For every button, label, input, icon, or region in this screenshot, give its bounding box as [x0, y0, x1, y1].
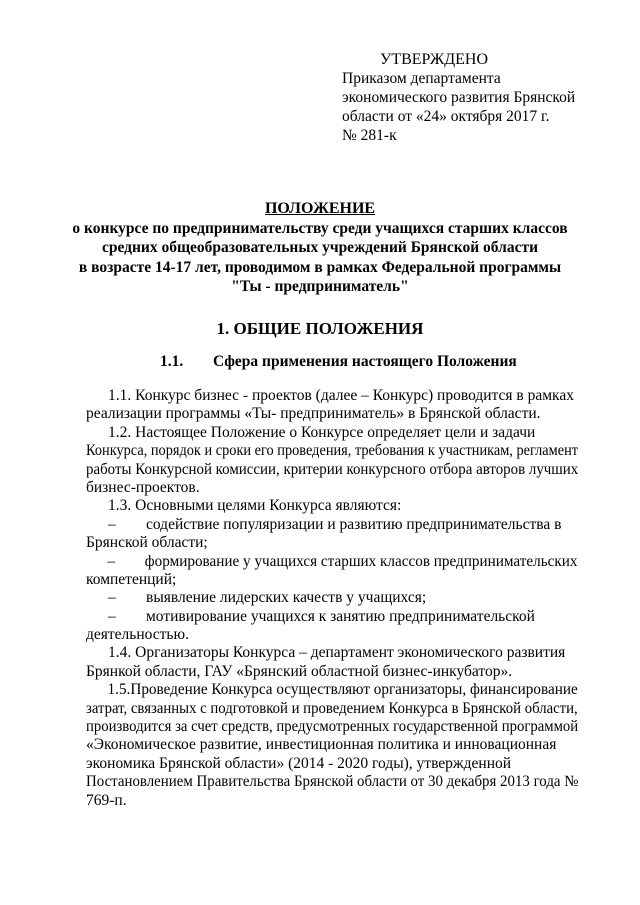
- dash-mark: –: [108, 589, 116, 607]
- paragraph-4-line-1: 1.4. Организаторы Конкурса – департамент экономического развития: [108, 644, 566, 662]
- paragraph-2-line-3: работы Конкурсной комиссии, критерии конкурсного отбора авторов лучших: [86, 460, 579, 478]
- bullet-3-text: выявление лидерских качеств у учащихся;: [146, 589, 427, 607]
- bullet-2-text: формирование у учащихся старших классов предпринимательских: [144, 552, 578, 570]
- paragraph-2-line-4: бизнес-проектов.: [86, 478, 200, 496]
- paragraph-5-line-3: производится за счет средств, предусмотренных государственной программой: [86, 718, 579, 736]
- paragraph-5-line-4: «Экономическое развитие, инвестиционная политика и инновационная: [86, 736, 557, 754]
- paragraph-5-line-6: Постановлением Правительства Брянской области от 30 декабря 2013 года №: [86, 773, 579, 791]
- bullet-2: [86, 552, 578, 571]
- approval-block: [342, 50, 612, 145]
- approval-line-2: экономического развития Брянской: [342, 89, 576, 106]
- bullet-4-line-2: деятельностью.: [86, 626, 189, 644]
- paragraph-5-line-2: затрат, связанных с подготовкой и проведением Конкурса в Брянской области,: [86, 699, 578, 717]
- bullet-1-text: содействие популяризации и развитию предпринимательства в: [146, 515, 562, 533]
- body-text: [86, 387, 578, 810]
- bullet-4-text: мотивирование учащихся к занятию предпринимательской: [146, 607, 535, 625]
- paragraph-2-line-1: 1.2. Настоящее Положение о Конкурсе определяет цели и задачи: [108, 423, 536, 441]
- title-block: [60, 199, 580, 297]
- title-line-4: "Ты - предприниматель": [231, 278, 409, 295]
- bullet-4: [86, 608, 578, 626]
- section-heading: 1. ОБЩИЕ ПОЛОЖЕНИЯ: [216, 319, 424, 338]
- subsection-number: 1.1.: [160, 353, 184, 370]
- bullet-2-line-2: компетенций;: [86, 570, 177, 588]
- paragraph-3-line-1: 1.3. Основными целями Конкурса являются:: [108, 497, 402, 515]
- document-title: ПОЛОЖЕНИЕ: [264, 200, 376, 217]
- approval-line-4: № 281-к: [342, 127, 397, 144]
- dash-mark: –: [108, 515, 116, 533]
- paragraph-1-line-2: реализации программы «Ты- предприниматель» в Брянской области.: [86, 405, 541, 423]
- dash-mark: –: [107, 552, 116, 570]
- paragraph-2-line-2: Конкурса, порядок и сроки его проведения, требования к участникам, регламент: [86, 442, 579, 460]
- bullet-1: [86, 516, 578, 534]
- subsection-title: Сфера применения настоящего Положения: [213, 353, 517, 370]
- approval-line-3: области от «24» октября 2017 г.: [342, 108, 550, 125]
- paragraph-5-line-5: экономика Брянской области» (2014 - 2020 годы), утвержденной: [86, 754, 512, 772]
- title-line-2: средних общеобразовательных учреждений Брянской области: [101, 239, 539, 256]
- title-line-3: в возрасте 14-17 лет, проводимом в рамках Федеральной программы: [78, 258, 562, 276]
- subsection-heading: [160, 353, 580, 371]
- dash-mark: –: [108, 607, 116, 625]
- approval-line-1: Приказом департамента: [342, 70, 501, 87]
- paragraph-5-line-7: 769-п.: [86, 791, 127, 809]
- bullet-1-line-2: Брянской области;: [86, 534, 208, 552]
- title-line-1: о конкурсе по предпринимательству среди учащихся старших классов: [72, 219, 568, 237]
- paragraph-1-line-1: 1.1. Конкурс бизнес - проектов (далее – Конкурс) проводится в рамках: [108, 387, 574, 404]
- paragraph-4-line-2: Брянкой области, ГАУ «Брянский областной бизнес-инкубатор».: [86, 662, 513, 680]
- bullet-3: [86, 589, 578, 607]
- paragraph-5-line-1: 1.5.Проведение Конкурса осуществляют организаторы, финансирование: [107, 681, 578, 699]
- approval-title: УТВЕРЖДЕНО: [380, 51, 489, 68]
